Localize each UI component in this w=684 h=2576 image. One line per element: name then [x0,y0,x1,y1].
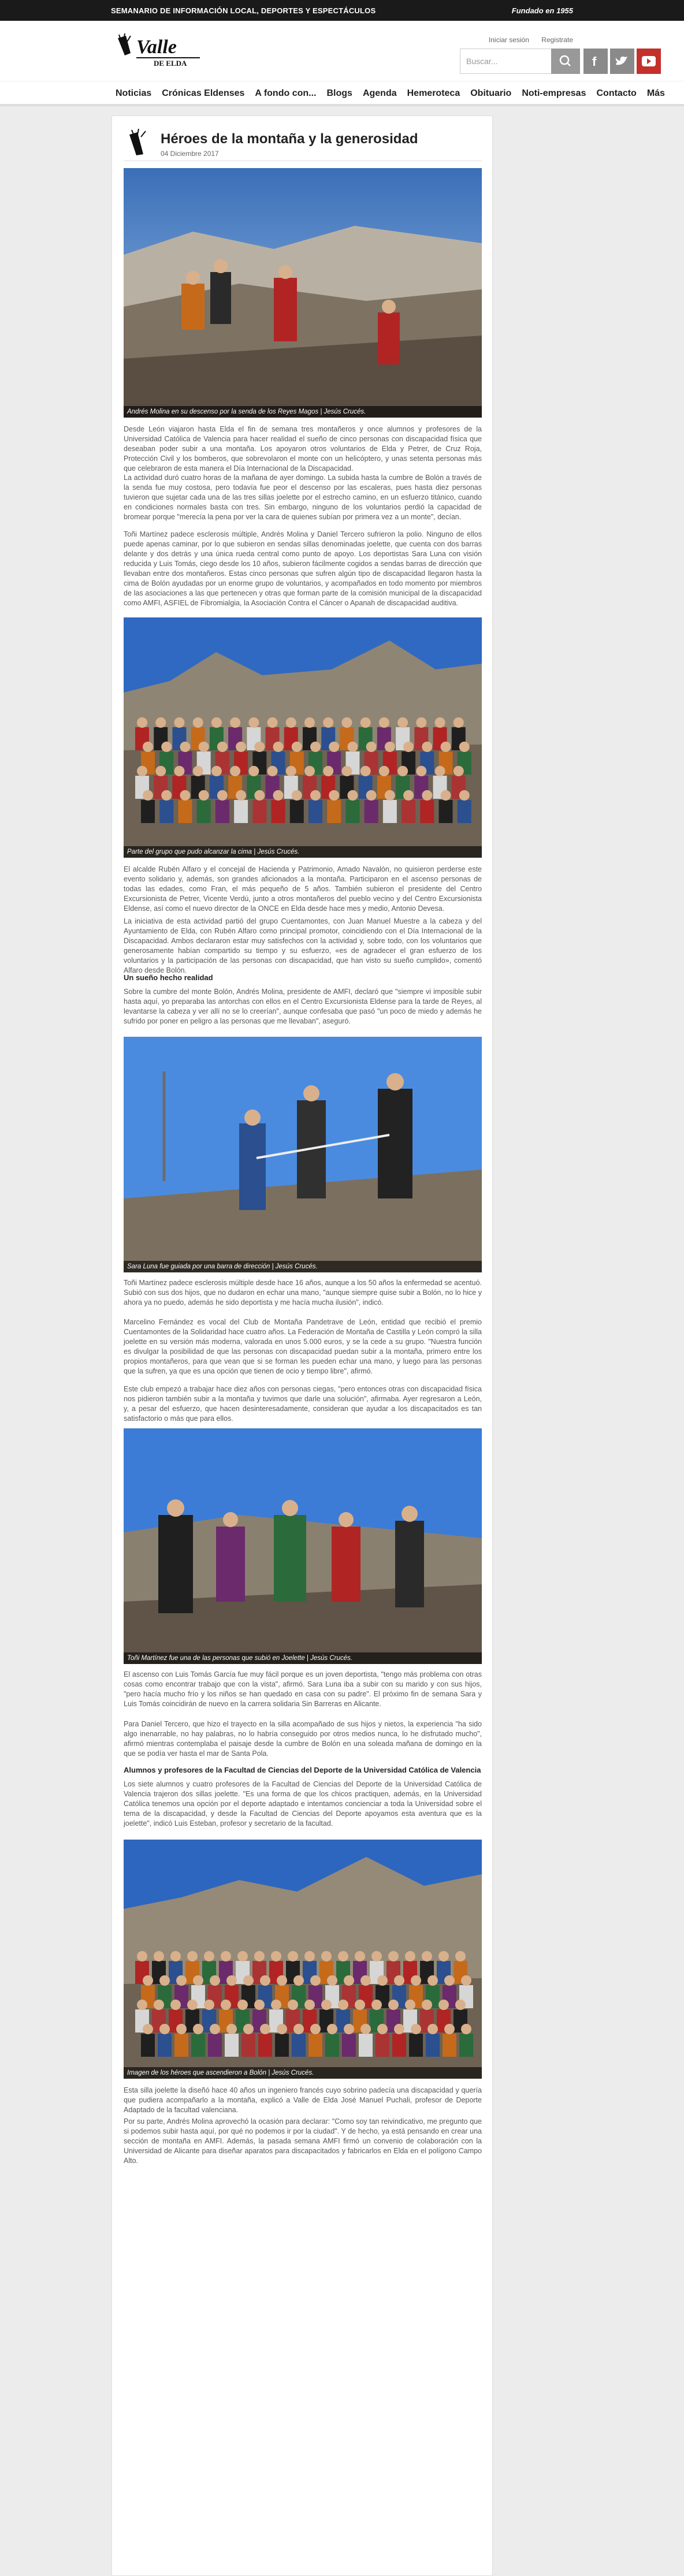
subheading-1: Un sueño hecho realidad [124,973,213,982]
photo-mountain-descent [124,168,482,418]
site-logo[interactable] [113,30,206,70]
nav-item-agenda[interactable]: Agenda [362,88,397,98]
paragraph-3: Toñi Martínez padece esclerosis múltiple, Andrés Molina y Daniel Tercero sufrieron la polio. Ninguno de ellos puede apenas caminar, por lo que subieron en sendas sillas denominadas joelette, que cuenta con dos barras delante y dos detrás y una única rueda central como punto de apoyo. Los deportistas Sara Luna con visión reducida y Luis Tomás, ciego desde los 10 años, subieron fácilmente cogidos a sendas barras de dirección que llevaban entre dos montañeros. Estas cinco personas que sufren algún tipo de discapacidad llegaron hasta la cima de Bolón ayudadas por un enorme grupo de voluntarios, y acompañados en todo momento por miembros de las asociaciones a las que pertenecen y otras que forman parte de la comisión municipal de la discapacidad como AMFI, ASFIEL de Fibromialgia, la Asociación Contra el Cáncer o Apanah de discapacidad auditiva. [124,530,482,607]
article-container [111,116,493,2576]
nav-item-a-fondo-con[interactable]: A fondo con... [255,88,317,98]
twitter-icon [610,49,634,74]
twitter-button[interactable] [610,49,634,74]
nav-item-noticias[interactable]: Noticias [116,88,152,98]
nav-item-noti-empresas[interactable]: Noti-empresas [522,88,586,98]
top-bar [0,0,684,21]
subheading-2: Alumnos y profesores de la Facultad de Ciencias del Deporte de la Universidad Católica de Valencia [124,1766,481,1774]
nav-item-contacto[interactable]: Contacto [596,88,637,98]
site-header [0,21,684,81]
nav-item-hemeroteca[interactable]: Hemeroteca [407,88,460,98]
facebook-button[interactable] [583,49,608,74]
paragraph-8: Marcelino Fernández es vocal del Club de Montaña Pandetrave de León, entidad que recibió el premio Cuentamontes de la Solidaridad hace cuatro años. La Federación de Montaña de Castilla y León compró la silla joelette en su versión más moderna, valorada en unos 5.000 euros, y se la cede a su grupo. "Nuestra función es divulgar la posibilidad de que las personas con discapacidad puedan subir a la montaña, primero entre los propios montañeros, para que vean que si se forman les pueden echar una mano, y luego para las personas que la sufren, ya que es una opción que tienen de ocio y tiempo libre", afirmó. [124,1318,482,1375]
photo-caption-1: Andrés Molina en su descenso por la senda de los Reyes Magos | Jesús Crucés. [124,406,482,418]
paragraph-13: Esta silla joelette la diseñó hace 40 años un ingeniero francés cuyo sobrino padecía una discapacidad y quería que pudiera acompañarlo a la montaña, explicó a Valle de Elda José Manuel Puchali, profesor de Deporte Adaptado de la facultad valenciana. [124,2086,482,2114]
svg-text:Valle: Valle [136,36,177,58]
paragraph-7: Toñi Martínez padece esclerosis múltiple desde hace 16 años, aunque a los 50 años la enfermedad se acentuó. Subió con sus dos hijos, que no dudaron en echar una mano, "aunque siempre quise subir a Bolón, no lo hice y ahora ya no puedo, además he sido deportista y me hacía mucha ilusión", indicó. [124,1279,482,1306]
article-photo-1[interactable] [124,168,482,418]
slogan: SEMANARIO DE INFORMACIÓN LOCAL, DEPORTES Y ESPECTÁCULOS [111,6,376,15]
photo-caption-2: Parte del grupo que pudo alcanzar la cima | Jesús Crucés. [124,846,482,858]
facebook-icon [583,49,608,74]
paragraph-14: Por su parte, Andrés Molina aprovechó la ocasión para declarar: "Como soy tan reivindicativo, me pregunto que si podemos subir hasta aquí, por qué no podemos ir por la ciudad". Y de hecho, ya está pensando en crear una sección de montaña en AMFI. Además, la pasada semana AMFI firmó un convenio de colaboración con la Universidad de Alicante para diseñar aparatos para discapacitados y fabricarlos en Elda en el polígono Campo Alto. [124,2117,482,2165]
article-photo-2[interactable] [124,617,482,858]
main-nav [0,81,684,104]
search-button[interactable] [551,49,580,74]
search-icon [551,49,580,74]
article-logo-icon [126,129,155,158]
account-links [478,36,573,44]
founded-label: Fundado en 1955 [511,6,573,15]
photo-caption-4: Toñi Martínez fue una de las personas que subió en Joelette | Jesús Crucés. [124,1652,482,1664]
paragraph-5: La iniciativa de esta actividad partió del grupo Cuentamontes, con Juan Manuel Muestre a la cabeza y del Ayuntamiento de Elda, con Rubén Alfaro como principal promotor, coincidiendo con el Día Internacional de la Discapacidad. Ambos declararon estar muy satisfechos con la actividad y, sobre todo, con los voluntarios que generosamente habían compartido su tiempo y su esfuerzo, «es de agradecer el gran esfuerzo de los voluntarios y la participación de las personas con discapacidad, que han visto su sueño cumplido», comentó Alfaro desde Bolón. [124,917,482,974]
svg-text:DE ELDA: DE ELDA [154,59,187,68]
nav-item-m-s[interactable]: Más [646,88,665,98]
article-date: 04 Diciembre 2017 [161,150,219,158]
nav-divider [0,104,684,106]
register-link[interactable]: Registrate [541,36,573,44]
youtube-button[interactable] [637,49,661,74]
photo-group-summit [124,617,482,858]
article-photo-4[interactable] [124,1428,482,1664]
paragraph-10: El ascenso con Luis Tomás García fue muy fácil porque es un joven deportista, "tengo más problema con otras cosas como encontrar trabajo que con la vista", afirmó. Sara Luna iba a subir con su marido y con sus hijos, "pero hacía mucho frío y los niños se han quedado en casa con su padre". El próximo fin de semana Sara y Luis Tomás coincidirán de nuevo en la carrera solidaria Sin Barreras en Alicante. [124,1670,482,1708]
photo-heroes-group [124,1840,482,2079]
login-link[interactable]: Iniciar sesión [488,36,529,44]
svg-text:f: f [592,54,597,69]
paragraph-9: Este club empezó a trabajar hace diez años con personas ciegas, "pero entonces otras con discapacidad física nos pidieron también subir a la montaña y tuvimos que darle una solución", afirmaba. Ayer regresaron a León, y, a pesar del esfuerzo, que hacen desinteresadamente, consideran que ayudar a los discapacitados es tan satisfactorio o más que para ellos. [124,1385,482,1423]
photo-guided-hiker [124,1037,482,1272]
paragraph-4: El alcalde Rubén Alfaro y el concejal de Hacienda y Patrimonio, Amado Navalón, no quisieron perderse este evento solidario y, además, son grandes aficionados a la montaña. Participaron en el ascenso personas de todas las edades, como Fran, el más pequeño de 5 años. También subieron el presidente del Centro Excursionista de Petrer, Vicente Verdú, junto a otros montañeros del pueblo vecino y del Centro Excursionista Eldense, así como el nuevo director de la ONCE en Elda desde hace mes y medio, Antonio Devesa. [124,865,482,913]
article-photo-3[interactable] [124,1037,482,1272]
nav-item-blogs[interactable]: Blogs [326,88,352,98]
photo-caption-3: Sara Luna fue guiada por una barra de dirección | Jesús Crucés. [124,1261,482,1272]
article-header [124,126,482,161]
search-input[interactable]: Buscar... [460,49,580,74]
paragraph-12: Los siete alumnos y cuatro profesores de la Facultad de Ciencias del Deporte de la Universidad Católica de Valencia trajeron dos sillas joelette. "Es una forma de que los chicos practiquen, además, en la Universidad Católica tenemos una opción por el deporte adaptado e intentamos concienciar a toda la Universidad sobre el tema de la discapacidad, y desde la Facultad de Ciencias del Deporte apoyamos esta aventura que es la joelette", indicó Luis Esteban, profesor y secretario de la facultad. [124,1780,482,1827]
article-title: Héroes de la montaña y la generosidad [161,131,418,147]
paragraph-1: Desde León viajaron hasta Elda el fin de semana tres montañeros y once alumnos y profesores de la Universidad Católica de Valencia para hacer realidad el sueño de cinco personas con discapacidad física que deseaban poder subir a una montaña. Los apoyaron otros voluntarios de Elda y Petrer, de Cruz Roja, Protección Civil y los bomberos, que sobrevolaron el monte con un helicóptero, y unas setenta personas más que celebraron de esta manera el Día Internacional de la Discapacidad. [124,425,482,472]
paragraph-11: Para Daniel Tercero, que hizo el trayecto en la silla acompañado de sus hijos y nietos, la experiencia "ha sido algo inenarrable, no hay palabras, no lo habría conseguido por otros medios nunca, lo he disfrutado mucho", afirmó mientras contemplaba el paisaje desde la cumbre de Bolón en una soleada mañana de domingo en la que se podía ver hasta el mar de Santa Pola. [124,1720,482,1758]
paragraph-6: Sobre la cumbre del monte Bolón, Andrés Molina, presidente de AMFI, declaró que "siempre vi imposible subir hasta aquí, yo preparaba las antorchas con ellos en el Centro Excursionista Eldense para la tarde de Reyes, al levantarse la cabeza y ver allí no se lo creerían", aunque confesaba que pasó "un poco de miedo y además he sufrido por poner en peligro a las personas que me llevaban", aseguró. [124,988,482,1025]
nav-item-cr-nicas-eldenses[interactable]: Crónicas Eldenses [162,88,245,98]
article-photo-5[interactable] [124,1840,482,2079]
photo-caption-5: Imagen de los héroes que ascendieron a Bolón | Jesús Crucés. [124,2067,482,2079]
youtube-icon [637,49,661,74]
nav-item-obituario[interactable]: Obituario [470,88,512,98]
photo-joelette-climb [124,1428,482,1664]
paragraph-2: La actividad duró cuatro horas de la mañana de ayer domingo. La subida hasta la cumbre de Bolón a través de la senda fue muy costosa, pero todavía fue peor el descenso por las escaleras, pues hasta diez personas tuvieron que sujetar cada una de las tres sillas joelette por el estrecho camino, en un esfuerzo titánico, cuando en condiciones normales basta con tres. Sin embargo, ninguno de los voluntarios perdió la capacidad de bromear porque "merecía la pena por ver la cara de quienes subían por primera vez a un monte", decían. [124,474,482,521]
